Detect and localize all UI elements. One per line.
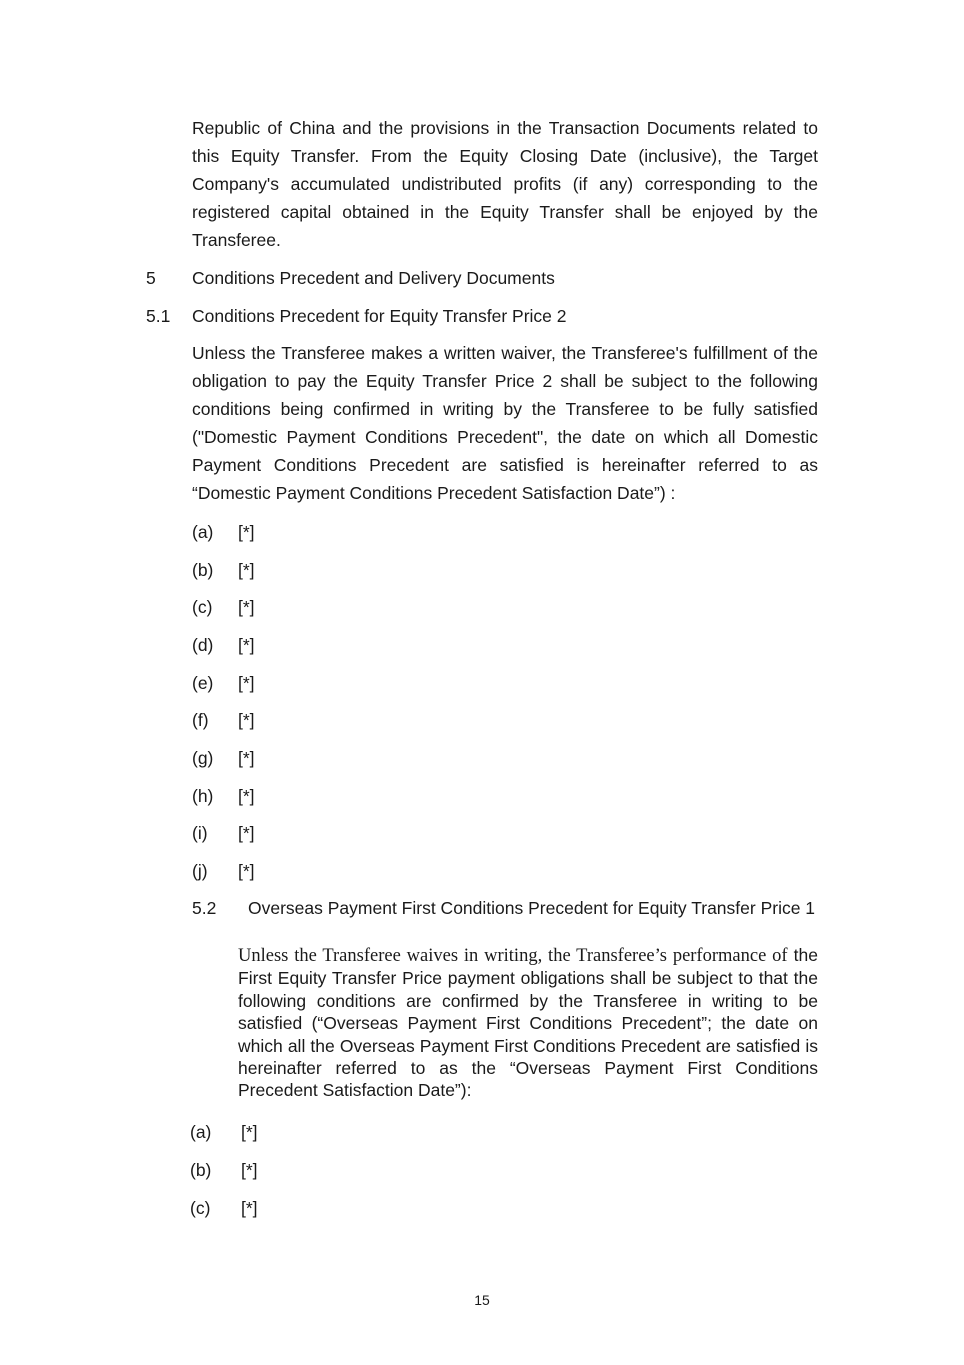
section-5-2-paragraph	[238, 944, 818, 1102]
section-title: Overseas Payment First Conditions Precedent for Equity Transfer Price 1	[248, 898, 816, 918]
section-number: 5.2	[192, 898, 217, 918]
list-item-value: [*]	[238, 673, 255, 693]
list-item-label: (c)	[192, 597, 213, 617]
intro-paragraph: Republic of China and the provisions in the Transaction Documents related to this Equity Transfer. From the Equity Closing Date (inclusive), the Target Company's accumulated undistributed profits (if any) corresponding to the registered capital obtained in the Equity Transfer shall be enjoyed by the Transferee.	[192, 118, 818, 250]
list-item-label: (b)	[192, 560, 214, 580]
list-item-value: [*]	[241, 1198, 258, 1218]
list-item-label: (g)	[192, 748, 214, 768]
list-item-value: [*]	[238, 560, 255, 580]
list-item-value: [*]	[238, 823, 255, 843]
section-number: 5.1	[146, 306, 171, 326]
list-item-value: [*]	[238, 635, 255, 655]
list-item-value: [*]	[238, 597, 255, 617]
section-number: 5	[146, 268, 156, 288]
list-item-label: (a)	[192, 522, 214, 542]
list-item-label: (i)	[192, 823, 208, 843]
list-item-label: (c)	[190, 1198, 211, 1218]
list-item-label: (d)	[192, 635, 214, 655]
list-item-label: (j)	[192, 861, 208, 881]
list-item-label: (e)	[192, 673, 214, 693]
list-item-label: (f)	[192, 710, 209, 730]
paragraph-lead: Unless the Transferee waives in writing, the Transferee’s performance of	[238, 946, 788, 966]
list-item-label: (a)	[190, 1122, 212, 1142]
section-title: Conditions Precedent and Delivery Documents	[192, 268, 555, 288]
page-number: 15	[474, 1292, 490, 1308]
list-item-label: (h)	[192, 786, 214, 806]
section-5-1-paragraph: Unless the Transferee makes a written waiver, the Transferee's fulfillment of the obligation to pay the Equity Transfer Price 2 shall be subject to the following conditions being confirmed in writing by the Transferee to be fully satisfied ("Domestic Payment Conditions Precedent", the date on which all Domestic Payment Conditions Precedent are satisfied is hereinafter referred to as “Domestic Payment Conditions Precedent Satisfaction Date”) :	[192, 343, 818, 503]
list-item-value: [*]	[238, 710, 255, 730]
paragraph-rest: the First Equity Transfer Price payment obligations shall be subject to that the following conditions are confirmed by the Transferee in writing to be satisfied (“Overseas Payment First Conditions Precedent”; the date on which all the Overseas Payment First Conditions Precedent are satisfied is hereinafter referred to as the “Overseas Payment First Conditions Precedent Satisfaction Date”):	[238, 945, 818, 1101]
section-title: Conditions Precedent for Equity Transfer Price 2	[192, 306, 567, 326]
list-item-value: [*]	[238, 522, 255, 542]
list-item-value: [*]	[241, 1122, 258, 1142]
list-item-value: [*]	[238, 748, 255, 768]
list-item-label: (b)	[190, 1160, 212, 1180]
list-item-value: [*]	[238, 786, 255, 806]
list-item-value: [*]	[238, 861, 255, 881]
list-item-value: [*]	[241, 1160, 258, 1180]
